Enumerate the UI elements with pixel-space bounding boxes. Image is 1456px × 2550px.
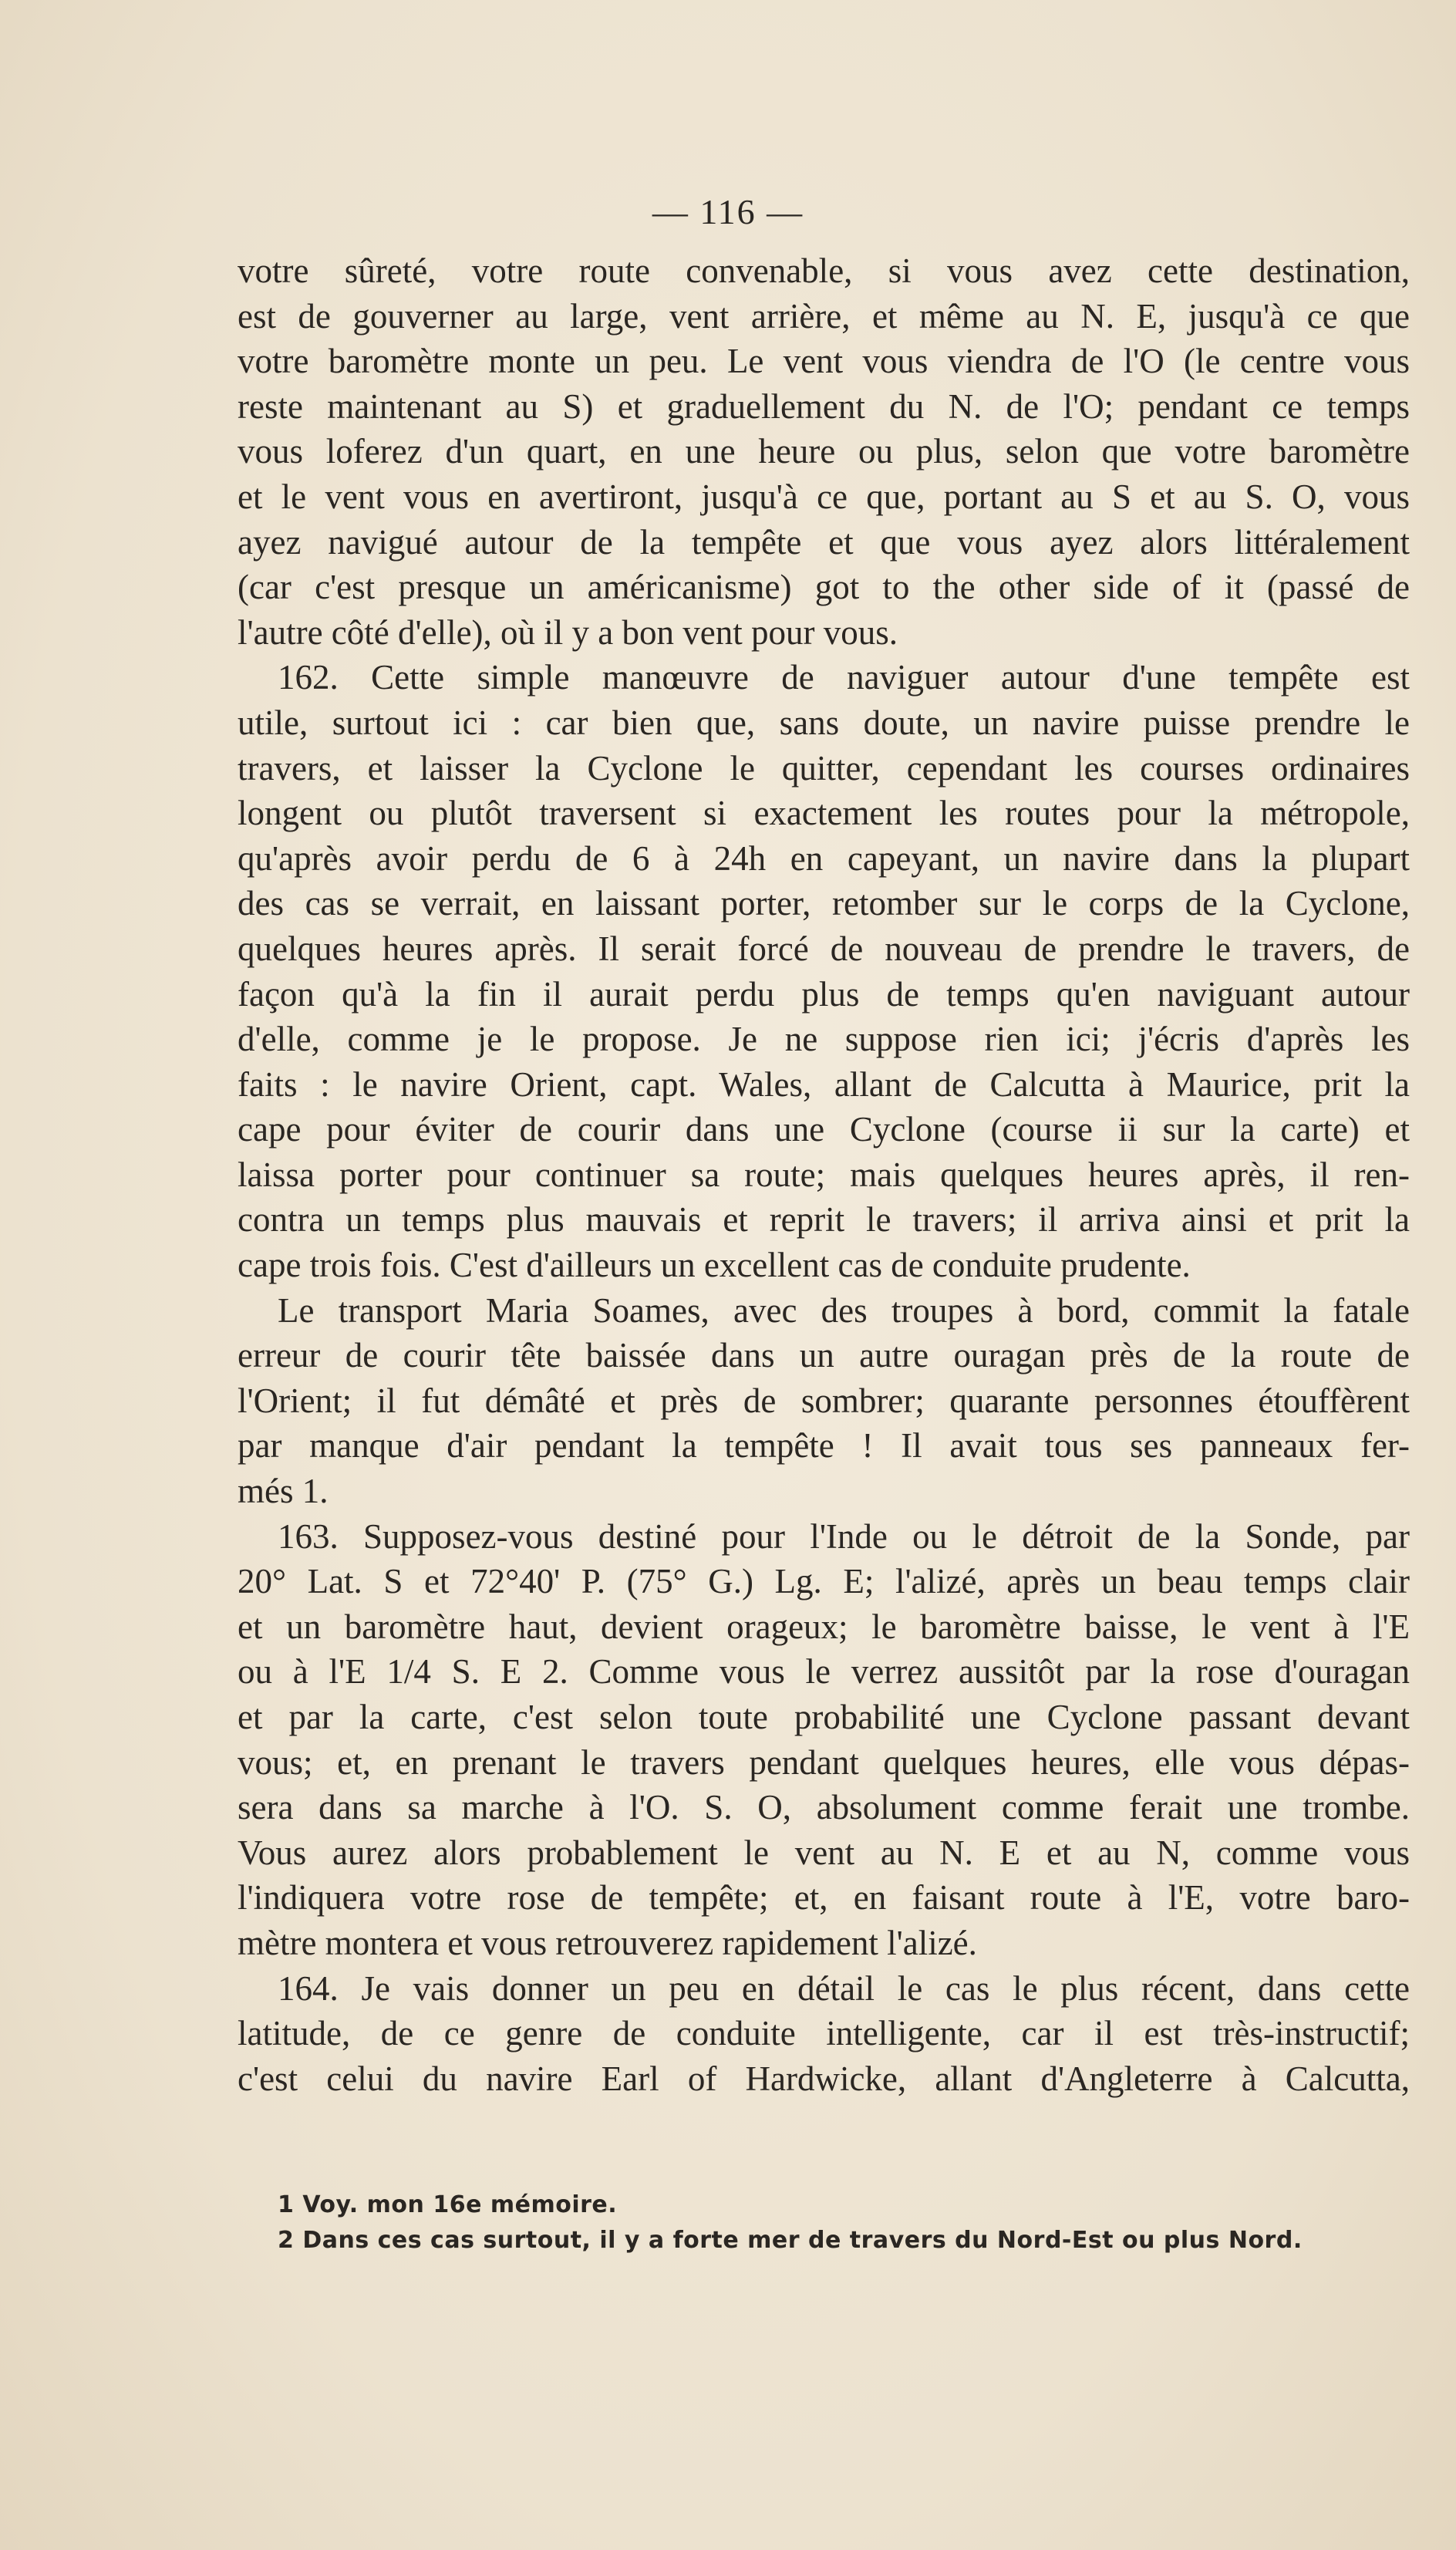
text-line: laissa porter pour continuer sa route; mais quelques heures après, il ren- (238, 1155, 1410, 1194)
text-line: travers, et laisser la Cyclone le quitter, cependant les courses ordinaires (238, 748, 1410, 788)
text-line: l'indiquera votre rose de tempête; et, en faisant route à l'E, votre baro- (238, 1878, 1410, 1918)
text-line: c'est celui du navire Earl of Hardwicke, allant d'Angleterre à Calcutta, (238, 2059, 1410, 2098)
text-line: Vous aurez alors probablement le vent au N. E et au N, comme vous (238, 1833, 1410, 1872)
text-line: ou à l'E 1/4 S. E 2. Comme vous le verrez aussitôt par la rose d'ouragan (238, 1652, 1410, 1692)
body-text (238, 248, 1410, 2101)
text-line: 162. Cette simple manœuvre de naviguer autour d'une tempête est (278, 658, 1410, 697)
text-line: qu'après avoir perdu de 6 à 24h en capeyant, un navire dans la plupart (238, 838, 1410, 878)
text-line: Le transport Maria Soames, avec des troupes à bord, commit la fatale (278, 1290, 1410, 1330)
text-line: faits : le navire Orient, capt. Wales, allant de Calcutta à Maurice, prit la (238, 1064, 1410, 1104)
text-line: cape pour éviter de courir dans une Cyclone (course ii sur la carte) et (238, 1110, 1410, 1149)
text-line: mètre montera et vous retrouverez rapidement l'alizé. (238, 1923, 977, 1962)
text-line: 163. Supposez-vous destiné pour l'Inde ou le détroit de la Sonde, par (278, 1516, 1410, 1556)
text-line: votre baromètre monte un peu. Le vent vous viendra de l'O (le centre vous (238, 342, 1410, 381)
text-line: més 1. (238, 1472, 329, 1511)
footnote: 2 Dans ces cas surtout, il y a forte mer de travers du Nord-Est ou plus Nord. (278, 2227, 1303, 2254)
text-line: par manque d'air pendant la tempête ! Il avait tous ses panneaux fer- (238, 1426, 1410, 1466)
text-line: contra un temps plus mauvais et reprit le travers; il arriva ainsi et prit la (238, 1200, 1410, 1240)
text-line: 164. Je vais donner un peu en détail le cas le plus récent, dans cette (278, 1968, 1410, 2008)
text-line: et par la carte, c'est selon toute probabilité une Cyclone passant devant (238, 1698, 1410, 1736)
text-line: est de gouverner au large, vent arrière, et même au N. E, jusqu'à ce que (238, 296, 1410, 336)
text-line: erreur de courir tête baissée dans un autre ouragan près de la route de (238, 1336, 1410, 1375)
text-line: ayez navigué autour de la tempête et que vous ayez alors littéralement (238, 522, 1410, 562)
text-line: l'autre côté d'elle), où il y a bon vent pour vous. (238, 612, 898, 652)
text-line: sera dans sa marche à l'O. S. O, absolument comme ferait une trombe. (238, 1788, 1410, 1827)
text-line: latitude, de ce genre de conduite intelligente, car il est très-instructif; (238, 2014, 1410, 2053)
text-line: et un baromètre haut, devient orageux; le baromètre baisse, le vent à l'E (238, 1607, 1410, 1646)
text-line: longent ou plutôt traversent si exactement les routes pour la métropole, (238, 794, 1410, 833)
text-line: reste maintenant au S) et graduellement du N. de l'O; pendant ce temps (238, 386, 1410, 426)
text-line: façon qu'à la fin il aurait perdu plus de temps qu'en naviguant autour (238, 974, 1410, 1014)
text-line: des cas se verrait, en laissant porter, retomber sur le corps de la Cyclone, (238, 884, 1410, 923)
text-line: (car c'est presque un américanisme) got to the other side of it (passé de (238, 568, 1410, 607)
text-line: quelques heures après. Il serait forcé de nouveau de prendre le travers, de (238, 929, 1410, 968)
text-line: l'Orient; il fut démâté et près de sombrer; quarante personnes étouffèrent (238, 1381, 1410, 1420)
page-number: — 116 — (652, 192, 804, 231)
text-line: votre sûreté, votre route convenable, si vous avez cette destination, (238, 251, 1410, 290)
text-line: d'elle, comme je le propose. Je ne suppose rien ici; j'écris d'après les (238, 1020, 1410, 1059)
text-line: utile, surtout ici : car bien que, sans doute, un navire puisse prendre le (238, 703, 1410, 742)
footnotes (278, 2187, 1357, 2258)
text-line: cape trois fois. C'est d'ailleurs un excellent cas de conduite prudente. (238, 1246, 1191, 1285)
text-line: et le vent vous en avertiront, jusqu'à ce que, portant au S et au S. O, vous (238, 477, 1410, 516)
text-line: 20° Lat. S et 72°40' P. (75° G.) Lg. E; l'alizé, après un beau temps clair (238, 1562, 1410, 1601)
text-line: vous; et, en prenant le travers pendant quelques heures, elle vous dépas- (238, 1742, 1410, 1782)
text-line: vous loferez d'un quart, en une heure ou plus, selon que votre baromètre (238, 432, 1410, 471)
footnote: 1 Voy. mon 16e mémoire. (278, 2191, 618, 2218)
